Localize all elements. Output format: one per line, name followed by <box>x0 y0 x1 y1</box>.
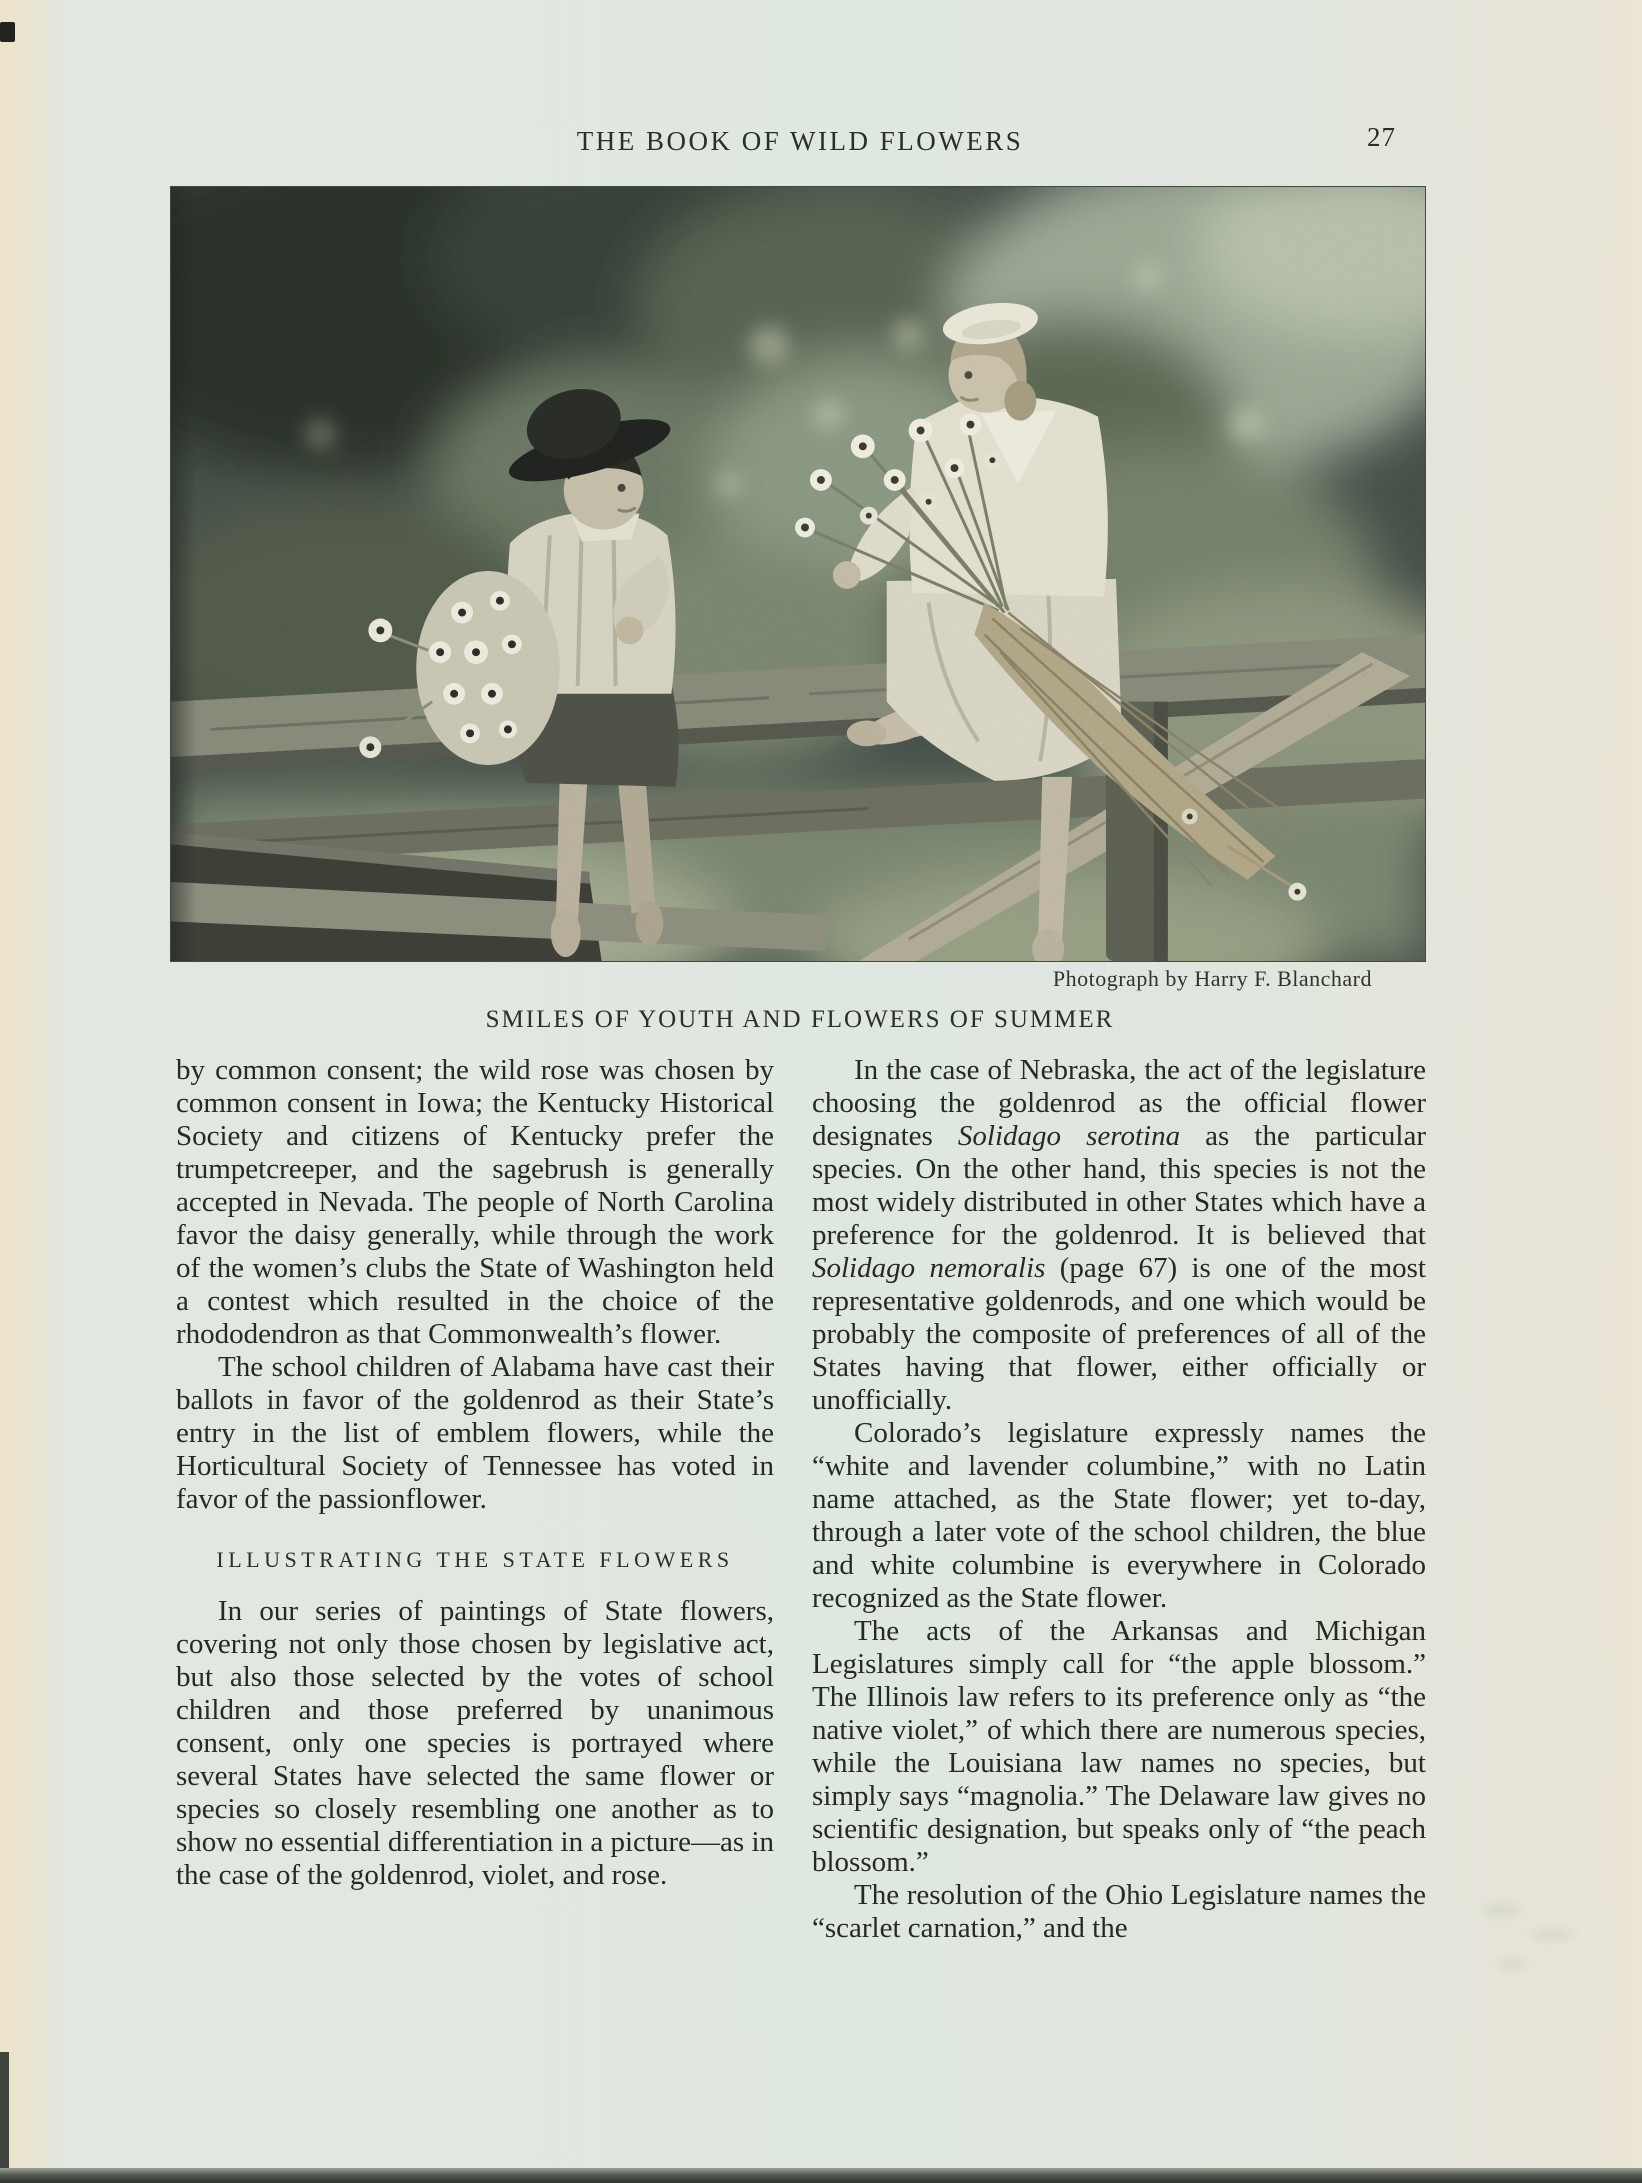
photo-credit: Photograph by Harry F. Blanchard <box>1052 966 1372 991</box>
body-paragraph: The acts of the Arkansas and Michigan Legislatures simply call for “the apple blossom.” The Illinois law refers to its preference only as “the native violet,” of which there are numerous species, while the Louisiana law names no species, but simply says “magnolia.” The Delaware law gives no scientific designation, but speaks only of “the peach blossom.” <box>812 1615 1426 1878</box>
photo-illustration <box>171 187 1425 961</box>
body-paragraph: Colorado’s legislature expressly names the “white and lavender columbine,” with no Latin name attached, as the State flower; yet to-day, through a later vote of the school children, the blue and white columbine is everywhere in Colorado recognized as the State flower. <box>812 1417 1426 1614</box>
page-showthrough-smudge <box>1462 1880 1612 2000</box>
body-paragraph: In the case of Nebraska, the act of the legislature choosing the goldenrod as the official flower designates Solidago serotina as the particular species. On the other hand, this species is not the most widely distributed in other States which have a preference for the goldenrod. It is believed that Solidago nemoralis (page 67) is one of the most representative goldenrods, and one which would be probably the composite of preferences of all of the States having that flower, either officially or unofficially. <box>812 1054 1426 1416</box>
page-number: 27 <box>1367 122 1396 152</box>
body-paragraph: The resolution of the Ohio Legislature names the “scarlet carnation,” and the <box>812 1879 1426 1944</box>
text-column-left <box>176 1054 774 1892</box>
photo-caption: SMILES OF YOUTH AND FLOWERS OF SUMMER <box>485 1006 1115 1033</box>
body-paragraph: In our series of paintings of State flowers, covering not only those chosen by legislative act, but also those selected by the votes of school children and those preferred by unanimous consent, only one species is portrayed where several States have selected the same flower or species so closely resembling one another as to show no essential differentiation in a picture—as in the case of the goldenrod, violet, and rose. <box>176 1595 774 1891</box>
scan-edge-mark-top <box>0 22 15 42</box>
scan-edge-bottom <box>0 2168 1642 2183</box>
section-subhead: ILLUSTRATING THE STATE FLOWERS <box>216 1547 734 1572</box>
body-paragraph: by common consent; the wild rose was chosen by common consent in Iowa; the Kentucky Historical Society and citizens of Kentucky prefer the trumpetcreeper, and the sagebrush is generally accepted in Nevada. The people of North Carolina favor the daisy generally, while through the work of the women’s clubs the State of Washington held a contest which resulted in the choice of the rhododendron as that Commonwealth’s flower. <box>176 1054 774 1350</box>
text-column-right <box>812 1054 1426 1945</box>
photo-children-on-fence <box>170 186 1426 962</box>
running-head <box>176 122 1424 166</box>
book-title: THE BOOK OF WILD FLOWERS <box>576 126 1024 156</box>
body-paragraph: The school children of Alabama have cast their ballots in favor of the goldenrod as their State’s entry in the list of emblem flowers, while the Horticultural Society of Tennessee has voted in favor of the passionflower. <box>176 1351 774 1515</box>
scan-edge-mark-left <box>0 2052 9 2183</box>
